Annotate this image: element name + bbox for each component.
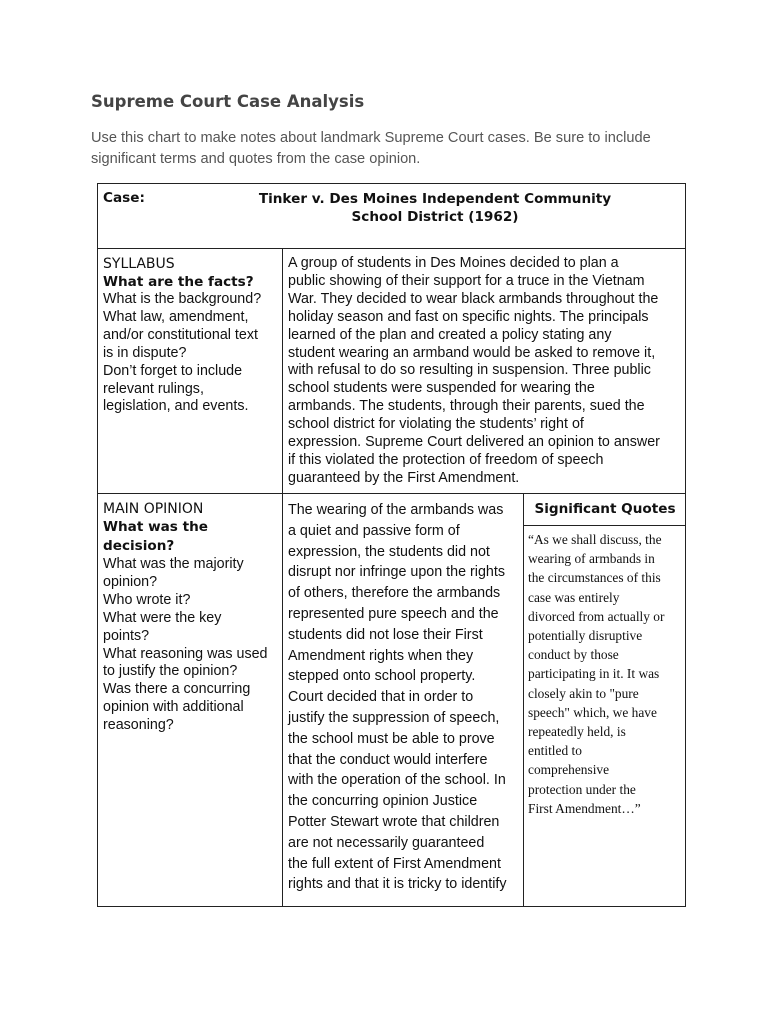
- prompt-line: Who wrote it?: [103, 591, 191, 608]
- column-divider: [282, 248, 283, 907]
- prompt-line: What law, amendment,: [103, 308, 249, 325]
- answer-line: The wearing of the armbands was: [288, 502, 504, 518]
- quote-line: divorced from actually or: [528, 608, 665, 624]
- answer-line: that the conduct would interfere: [288, 751, 488, 768]
- answer-line: guaranteed by the First Amendment.: [288, 469, 520, 486]
- intro-paragraph: Use this chart to make notes about landmark Supreme Court cases. Be sure to include significant terms and quotes from the case opinion.: [91, 130, 651, 167]
- answer-line: War. They decided to wear black armbands throughout the: [288, 290, 659, 307]
- main-opinion-subheading: What was the decision?: [103, 519, 209, 554]
- prompt-line: What was the majority: [103, 556, 244, 572]
- answer-line: expression. Supreme Court delivered an opinion to answer: [288, 434, 660, 451]
- prompt-line: opinion with additional: [103, 699, 244, 716]
- answer-line: the concurring opinion Justice: [288, 793, 478, 810]
- prompt-line: What is the background?: [103, 291, 262, 307]
- prompt-line: What reasoning was used: [103, 645, 268, 662]
- case-name-line: Tinker v. Des Moines Independent Community: [258, 191, 612, 207]
- main-opinion-prompts: [103, 556, 279, 735]
- answer-line: student wearing an armband would be asked to remove it,: [288, 344, 656, 361]
- prompt-line: relevant rulings,: [103, 380, 204, 397]
- quote-line: First Amendment…”: [528, 800, 641, 816]
- prompt-line: Don’t forget to include: [103, 362, 243, 379]
- case-name: [250, 190, 620, 226]
- quote-line: speech" which, we have: [528, 704, 657, 720]
- answer-line: armbands. The students, through their parents, sued the: [288, 398, 645, 415]
- syllabus-prompts: [103, 291, 279, 416]
- answer-line: justify the suppression of speech,: [288, 709, 500, 726]
- quote-line: protection under the: [528, 781, 636, 797]
- answer-line: with the operation of the school. In: [288, 772, 506, 789]
- answer-line: the school must be able to prove: [288, 730, 495, 747]
- answer-line: Potter Stewart wrote that children: [288, 813, 500, 830]
- row-divider: [97, 248, 686, 249]
- quote-line: participating in it. It was: [528, 666, 660, 682]
- answer-line: stepped onto school property.: [288, 668, 476, 685]
- prompt-line: reasoning?: [103, 717, 174, 734]
- quotes-header-divider: [523, 525, 686, 526]
- quote-line: comprehensive: [528, 762, 610, 778]
- answer-line: represented pure speech and the: [288, 605, 499, 622]
- answer-line: if this violated the protection of freedom of speech: [288, 451, 604, 468]
- quote-line: closely akin to "pure: [528, 685, 639, 701]
- syllabus-subheading: What are the facts?: [103, 274, 254, 290]
- answer-line: holiday season and fast on specific nights. The principals: [288, 308, 649, 325]
- answer-line: are not necessarily guaranteed: [288, 834, 485, 851]
- quote-line: entitled to: [528, 743, 582, 759]
- main-opinion-answer: [288, 500, 522, 895]
- answer-line: expression, the students did not: [288, 543, 490, 560]
- answer-line: rights and that it is tricky to identify: [288, 876, 507, 893]
- answer-line: with refusal to do so resulting in suspension. Three public: [288, 362, 651, 379]
- quote-line: potentially disruptive: [528, 628, 643, 644]
- answer-line: Amendment rights when they: [288, 647, 474, 664]
- answer-line: Court decided that in order to: [288, 689, 474, 706]
- main-opinion-label-cell: [103, 500, 279, 735]
- syllabus-answer: [288, 255, 684, 488]
- quote-line: conduct by those: [528, 647, 619, 663]
- case-name-line: School District (1962): [351, 209, 519, 225]
- page-title: Supreme Court Case Analysis: [91, 92, 365, 111]
- column-divider: [523, 493, 524, 907]
- quote-line: wearing of armbands in: [528, 551, 655, 567]
- prompt-line: What were the key: [103, 609, 222, 626]
- quote-line: case was entirely: [528, 589, 620, 605]
- quote-line: “As we shall discuss, the: [528, 532, 662, 547]
- main-opinion-heading: MAIN OPINION: [103, 501, 204, 517]
- significant-quote: [528, 530, 684, 818]
- quote-line: the circumstances of this: [528, 570, 661, 586]
- case-label: Case:: [103, 190, 145, 206]
- prompt-line: points?: [103, 627, 150, 644]
- answer-line: a quiet and passive form of: [288, 522, 460, 539]
- syllabus-heading: SYLLABUS: [103, 256, 175, 272]
- syllabus-label-cell: [103, 255, 279, 416]
- row-divider: [97, 493, 686, 494]
- answer-line: school district for violating the students’ right of: [288, 416, 584, 433]
- prompt-line: Was there a concurring: [103, 681, 251, 698]
- prompt-line: opinion?: [103, 573, 158, 590]
- answer-line: public showing of their support for a truce in the Vietnam: [288, 272, 645, 289]
- answer-line: school students were suspended for wearing the: [288, 380, 595, 397]
- answer-line: learned of the plan and created a policy stating any: [288, 326, 612, 343]
- prompt-line: to justify the opinion?: [103, 663, 238, 680]
- quotes-heading: Significant Quotes: [534, 501, 676, 517]
- answer-line: students did not lose their First: [288, 626, 483, 643]
- answer-line: the full extent of First Amendment: [288, 855, 501, 872]
- prompt-line: and/or constitutional text: [103, 326, 258, 343]
- prompt-line: is in dispute?: [103, 344, 187, 361]
- answer-line: A group of students in Des Moines decided to plan a: [288, 255, 619, 271]
- quote-line: repeatedly held, is: [528, 724, 626, 740]
- answer-line: of others, therefore the armbands: [288, 585, 501, 602]
- answer-line: disrupt nor infringe upon the rights: [288, 564, 505, 581]
- prompt-line: legislation, and events.: [103, 398, 249, 415]
